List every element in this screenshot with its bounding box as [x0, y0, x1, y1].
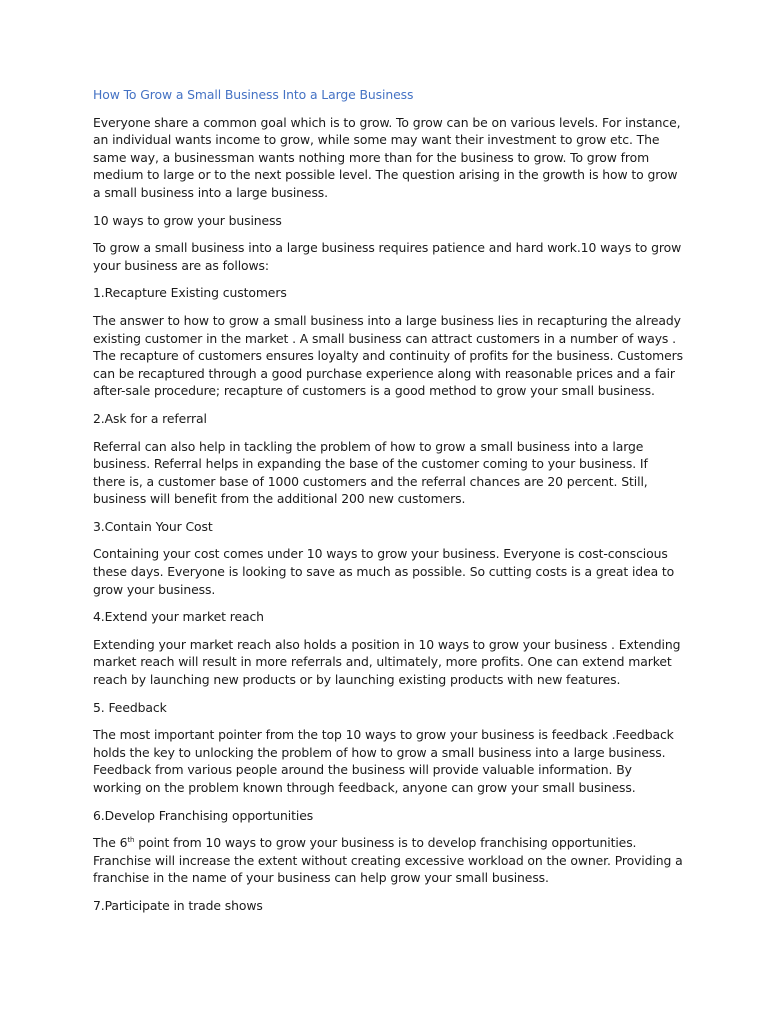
section-heading-2: 2.Ask for a referral — [93, 410, 207, 426]
document-title: How To Grow a Small Business Into a Large Business — [93, 87, 414, 102]
section-heading-3: 3.Contain Your Cost — [93, 518, 213, 534]
intro-paragraph: Everyone share a common goal which is to grow. To grow can be on various levels. For instance, an individual wants income to grow, while some may want their investment to grow etc. The same way, a businessman wants nothing more than for the business to grow. To grow from medium to large or to the next possible level. The question arising in the growth is how to grow a small business into a large business. — [93, 114, 681, 200]
subtitle: 10 ways to grow your business — [93, 212, 282, 228]
ordinal-suffix: th — [127, 836, 135, 845]
section-heading-7: 7.Participate in trade shows — [93, 897, 263, 913]
section-heading-1: 1.Recapture Existing customers — [93, 285, 287, 301]
section-body-2: Referral can also help in tackling the problem of how to grow a small business into a large business. Referral helps in expanding the base of the customer coming to your business. If there is, a customer base of 1000 customers and the referral chances are 20 percent. Still, business will benefit from the additional 200 new customers. — [93, 438, 648, 507]
section-heading-5: 5. Feedback — [93, 699, 167, 715]
section-body-6 — [93, 834, 683, 887]
section-heading-4: 4.Extend your market reach — [93, 609, 264, 625]
lead-paragraph: To grow a small business into a large business requires patience and hard work.10 ways to grow your business are as follows: — [93, 240, 682, 273]
document-body — [93, 86, 683, 925]
section-heading-6: 6.Develop Franchising opportunities — [93, 807, 314, 823]
section-body-6-post: point from 10 ways to grow your business is to develop franchising opportunities. Franchise will increase the extent without creating excessive workload on the owner. Providing a franchise in the name of your business can help grow your small business. — [93, 835, 683, 886]
section-body-4: Extending your market reach also holds a position in 10 ways to grow your business . Extending market reach will result in more referrals and, ultimately, more profits. One can extend market reach by launching new products or by launching existing products with new features. — [93, 636, 681, 688]
section-body-6-pre: The 6 — [93, 835, 128, 851]
section-body-5: The most important pointer from the top 10 ways to grow your business is feedback .Feedback holds the key to unlocking the problem of how to grow a small business into a large business. Feedback from various people around the business will provide valuable information. By working on the problem known through feedback, anyone can grow your small business. — [93, 727, 674, 795]
section-body-3: Containing your cost comes under 10 ways to grow your business. Everyone is cost-conscious these days. Everyone is looking to save as much as possible. So cutting costs is a great idea to grow your business. — [93, 546, 675, 597]
section-body-1: The answer to how to grow a small business into a large business lies in recapturing the already existing customer in the market . A small business can attract customers in a number of ways . The recapture of customers ensures loyalty and continuity of profits for the business. Customers can be recaptured through a good purchase experience along with reasonable prices and a fair after-sale procedure; recapture of customers is a good method to grow your small business. — [93, 312, 684, 399]
